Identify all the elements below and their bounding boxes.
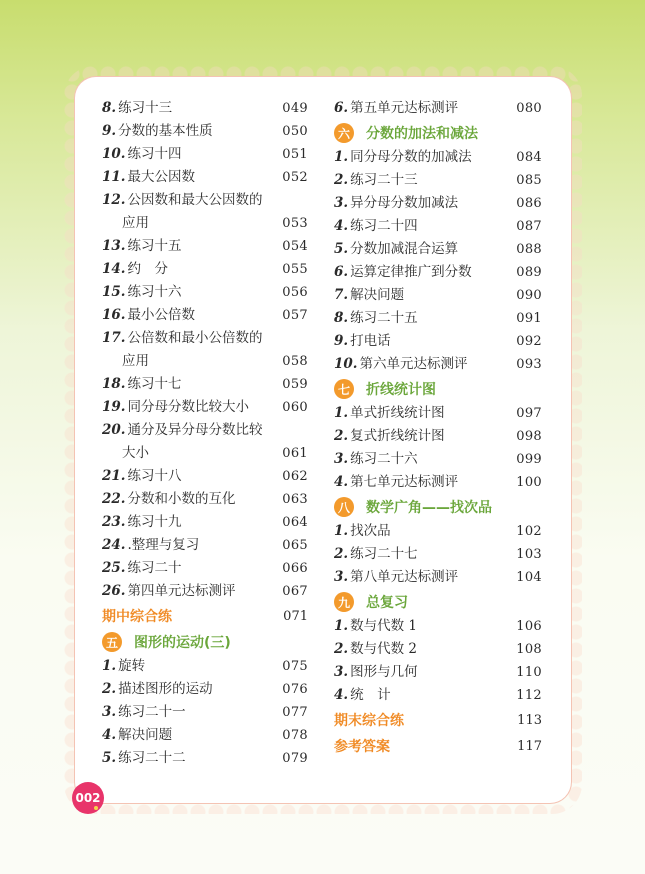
section-title: 数学广角——找次品 [366, 500, 492, 516]
toc-entry-title: 练习二十 [127, 560, 182, 576]
toc-entry[interactable] [334, 402, 542, 425]
toc-page-number: 108 [516, 642, 542, 657]
toc-page-number: 066 [282, 561, 308, 576]
toc-entry-title: 同分母分数比较大小 [127, 399, 249, 415]
toc-entry[interactable] [102, 701, 308, 724]
toc-page-number: 053 [282, 216, 308, 231]
toc-entry-title: 第四单元达标测评 [127, 583, 236, 599]
toc-page-number: 060 [282, 400, 308, 415]
toc-entry[interactable] [334, 215, 542, 238]
toc-entry-title: 打电话 [350, 333, 391, 349]
toc-entry-number: 26. [102, 583, 126, 599]
toc-page-number: 110 [516, 665, 542, 680]
toc-entry-title: 描述图形的运动 [118, 681, 213, 697]
toc-entry-title: 旋转 [118, 658, 146, 674]
section-title: 图形的运动(三) [134, 635, 231, 651]
toc-entry[interactable] [334, 566, 542, 589]
toc-entry-title: 练习十四 [127, 146, 182, 162]
toc-entry-title: 公倍数和最小公倍数的 [127, 330, 263, 346]
toc-page-number: 097 [516, 406, 542, 421]
toc-entry[interactable] [102, 465, 308, 488]
toc-entry-title: 练习十三 [118, 100, 173, 116]
toc-entry-title: 统 计 [350, 687, 391, 703]
toc-entry-title: 最大公因数 [127, 169, 195, 185]
toc-entry-title: 练习二十六 [350, 451, 418, 467]
toc-page-number: 085 [516, 173, 542, 188]
toc-entry-title: 第七单元达标测评 [350, 474, 459, 490]
toc-page-number: 059 [282, 377, 308, 392]
toc-entry-number: 5. [102, 750, 117, 766]
toc-entry-title: 分数加减混合运算 [350, 241, 459, 257]
toc-entry-number: 17. [102, 330, 126, 346]
toc-entry[interactable] [334, 330, 542, 353]
toc-entry-title: 应用 [122, 353, 149, 369]
toc-entry-number: 9. [334, 333, 349, 349]
toc-entry-title: 运算定律推广到分数 [350, 264, 472, 280]
toc-entry[interactable] [102, 327, 308, 350]
toc-column-right [334, 97, 542, 759]
toc-entry[interactable] [102, 97, 308, 120]
toc-section-heading[interactable] [102, 629, 308, 655]
toc-page-number: 091 [516, 311, 542, 326]
toc-entry-number: 25. [102, 560, 126, 576]
toc-entry-title: 练习二十三 [350, 172, 418, 188]
toc-entry[interactable] [102, 258, 308, 281]
toc-entry-number: 4. [334, 687, 349, 703]
toc-entry[interactable] [102, 747, 308, 770]
section-title: 总复习 [366, 595, 408, 611]
toc-entry-title: 应用 [122, 215, 149, 231]
toc-entry-number: 6. [334, 264, 349, 280]
toc-entry-number: 1. [102, 658, 117, 674]
toc-entry-number: 14. [102, 261, 126, 277]
toc-page-number: 117 [517, 738, 542, 754]
toc-entry[interactable] [102, 678, 308, 701]
toc-page-number: 062 [282, 469, 308, 484]
toc-entry-title: 图形与几何 [350, 664, 418, 680]
toc-entry-title: 最小公倍数 [127, 307, 195, 323]
toc-page-number: 086 [516, 196, 542, 211]
toc-entry[interactable] [102, 580, 308, 603]
toc-page-number: 063 [282, 492, 308, 507]
toc-entry-number: 3. [102, 704, 117, 720]
toc-page-number: 100 [516, 475, 542, 490]
toc-entry[interactable] [334, 353, 542, 376]
toc-entry-title: 约 分 [127, 261, 168, 277]
toc-entry-number: 2. [334, 546, 349, 562]
toc-entry-title: 练习十九 [127, 514, 182, 530]
toc-entry-title: 练习十八 [127, 468, 182, 484]
page-number-badge [72, 782, 104, 814]
toc-entry-number: 4. [334, 218, 349, 234]
toc-entry-number: 10. [102, 146, 126, 162]
toc-page-number: 077 [282, 705, 308, 720]
toc-entry-title: 大小 [122, 445, 149, 461]
toc-entry[interactable] [334, 520, 542, 543]
toc-entry-number: 1. [334, 149, 349, 165]
toc-plain-heading[interactable] [334, 733, 542, 759]
toc-entry[interactable] [102, 511, 308, 534]
toc-page-number: 050 [282, 124, 308, 139]
toc-entry-title: 练习二十四 [350, 218, 418, 234]
toc-entry-number: 23. [102, 514, 126, 530]
toc-entry-number: 2. [334, 172, 349, 188]
toc-page-number: 078 [282, 728, 308, 743]
toc-entry[interactable] [334, 284, 542, 307]
section-number-badge: 八 [334, 497, 354, 517]
toc-entry[interactable] [334, 261, 542, 284]
toc-page-number: 080 [516, 101, 542, 116]
toc-entry[interactable] [102, 235, 308, 258]
toc-entry-title: 练习二十七 [350, 546, 418, 562]
toc-section-heading[interactable] [334, 589, 542, 615]
toc-entry-number: 9. [102, 123, 117, 139]
section-number-badge: 六 [334, 123, 354, 143]
toc-entry[interactable] [334, 684, 542, 707]
toc-page-number: 102 [516, 524, 542, 539]
toc-entry-title: 复式折线统计图 [350, 428, 445, 444]
toc-entry-number: 24. [102, 537, 126, 553]
toc-entry-title: 分数和小数的互化 [127, 491, 236, 507]
toc-page-number: 093 [516, 357, 542, 372]
toc-page-number: 055 [282, 262, 308, 277]
toc-entry[interactable] [102, 120, 308, 143]
toc-entry[interactable] [102, 304, 308, 327]
plain-heading-title: 期中综合练 [102, 609, 172, 625]
toc-plain-heading[interactable] [102, 603, 308, 629]
toc-page-number: 084 [516, 150, 542, 165]
toc-entry-title: 数与代数 2 [350, 641, 417, 657]
toc-page-number: 104 [516, 570, 542, 585]
toc-entry[interactable] [334, 169, 542, 192]
toc-entry-number: 11. [102, 169, 126, 185]
toc-entry-title: 找次品 [350, 523, 391, 539]
toc-entry-number: 7. [334, 287, 349, 303]
toc-page-number: 112 [516, 688, 542, 703]
toc-entry-continuation[interactable] [102, 442, 308, 465]
toc-page-number: 089 [516, 265, 542, 280]
toc-entry-number: 15. [102, 284, 126, 300]
toc-page-number: 051 [282, 147, 308, 162]
toc-entry[interactable] [102, 189, 308, 212]
toc-entry[interactable] [334, 425, 542, 448]
section-title: 分数的加法和减法 [366, 126, 478, 142]
toc-entry[interactable] [102, 281, 308, 304]
toc-entry[interactable] [334, 97, 542, 120]
toc-page-number: 054 [282, 239, 308, 254]
toc-entry-number: 4. [334, 474, 349, 490]
toc-entry-number: 13. [102, 238, 126, 254]
toc-page-number: 061 [282, 446, 308, 461]
toc-entry-number: 8. [334, 310, 349, 326]
toc-entry-number: 3. [334, 569, 349, 585]
toc-page-number: 065 [282, 538, 308, 553]
toc-page-number: 079 [282, 751, 308, 766]
toc-entry-number: 1. [334, 405, 349, 421]
toc-entry-title: 练习十六 [127, 284, 182, 300]
toc-entry[interactable] [334, 615, 542, 638]
toc-entry-title: 第五单元达标测评 [350, 100, 459, 116]
toc-entry-number: 22. [102, 491, 126, 507]
toc-plain-heading[interactable] [334, 707, 542, 733]
toc-entry[interactable] [334, 448, 542, 471]
section-number-badge: 七 [334, 379, 354, 399]
toc-entry-title: 单式折线统计图 [350, 405, 445, 421]
toc-entry-number: 2. [334, 428, 349, 444]
toc-entry-title: 第六单元达标测评 [359, 356, 468, 372]
toc-entry-title: 解决问题 [118, 727, 173, 743]
toc-entry[interactable] [102, 655, 308, 678]
toc-page-number: 092 [516, 334, 542, 349]
toc-page-number: 049 [282, 101, 308, 116]
toc-entry[interactable] [334, 543, 542, 566]
toc-entry[interactable] [102, 557, 308, 580]
toc-page-number: 071 [283, 608, 308, 624]
toc-page-number: 098 [516, 429, 542, 444]
toc-entry-number: 18. [102, 376, 126, 392]
section-title: 折线统计图 [366, 382, 436, 398]
toc-entry-number: 2. [334, 641, 349, 657]
toc-entry-title: 分数的基本性质 [118, 123, 213, 139]
toc-entry[interactable] [102, 373, 308, 396]
plain-heading-title: 期末综合练 [334, 713, 404, 729]
toc-entry[interactable] [334, 307, 542, 330]
toc-page-number: 076 [282, 682, 308, 697]
toc-entry-continuation[interactable] [102, 350, 308, 373]
toc-entry-number: 21. [102, 468, 126, 484]
page-number: 002 [75, 791, 101, 805]
toc-page-number: 058 [282, 354, 308, 369]
toc-entry-title: 数与代数 1 [350, 618, 417, 634]
toc-page-number: 103 [516, 547, 542, 562]
toc-entry[interactable] [334, 146, 542, 169]
toc-entry[interactable] [102, 166, 308, 189]
toc-entry-number: 8. [102, 100, 117, 116]
toc-entry-title: 第八单元达标测评 [350, 569, 459, 585]
toc-entry[interactable] [102, 396, 308, 419]
toc-page-number: 113 [517, 712, 542, 728]
section-number-badge: 五 [102, 632, 122, 652]
toc-entry-title: 练习十五 [127, 238, 182, 254]
toc-entry-number: 10. [334, 356, 358, 372]
toc-entry[interactable] [334, 238, 542, 261]
toc-page-number: 075 [282, 659, 308, 674]
section-number-badge: 九 [334, 592, 354, 612]
toc-entry-number: 16. [102, 307, 126, 323]
toc-entry[interactable] [102, 724, 308, 747]
toc-entry[interactable] [102, 143, 308, 166]
toc-entry[interactable] [102, 419, 308, 442]
toc-entry-title: 解决问题 [350, 287, 405, 303]
toc-entry[interactable] [102, 488, 308, 511]
toc-entry-number: 19. [102, 399, 126, 415]
toc-section-heading[interactable] [334, 120, 542, 146]
toc-entry-number: 12. [102, 192, 126, 208]
toc-entry-title: 公因数和最大公因数的 [127, 192, 263, 208]
toc-entry[interactable] [334, 471, 542, 494]
toc-entry-title: .整理与复习 [127, 537, 200, 553]
plain-heading-title: 参考答案 [334, 739, 390, 755]
toc-entry-title: 练习二十二 [118, 750, 186, 766]
toc-entry-number: 3. [334, 664, 349, 680]
toc-entry[interactable] [334, 638, 542, 661]
toc-page-number: 056 [282, 285, 308, 300]
toc-entry-continuation[interactable] [102, 212, 308, 235]
toc-entry-number: 1. [334, 618, 349, 634]
toc-section-heading[interactable] [334, 494, 542, 520]
toc-page-number: 087 [516, 219, 542, 234]
toc-entry-title: 异分母分数加减法 [350, 195, 459, 211]
toc-entry-number: 20. [102, 422, 126, 438]
toc-page-number: 090 [516, 288, 542, 303]
toc-entry-number: 3. [334, 451, 349, 467]
toc-page-number: 052 [282, 170, 308, 185]
toc-entry[interactable] [102, 534, 308, 557]
toc-entry-number: 4. [102, 727, 117, 743]
toc-column-left [102, 97, 308, 770]
toc-entry[interactable] [334, 192, 542, 215]
toc-page-number: 088 [516, 242, 542, 257]
toc-entry[interactable] [334, 661, 542, 684]
toc-entry-title: 同分母分数的加减法 [350, 149, 472, 165]
toc-entry-title: 通分及异分母分数比较 [127, 422, 263, 438]
toc-page-number: 099 [516, 452, 542, 467]
toc-page-number: 106 [516, 619, 542, 634]
toc-page-number: 057 [282, 308, 308, 323]
toc-page-number: 064 [282, 515, 308, 530]
toc-section-heading[interactable] [334, 376, 542, 402]
toc-entry-number: 2. [102, 681, 117, 697]
toc-entry-title: 练习二十一 [118, 704, 186, 720]
toc-page-number: 067 [282, 584, 308, 599]
toc-entry-title: 练习二十五 [350, 310, 418, 326]
toc-entry-title: 练习十七 [127, 376, 182, 392]
toc-entry-number: 3. [334, 195, 349, 211]
toc-entry-number: 1. [334, 523, 349, 539]
toc-entry-number: 6. [334, 100, 349, 116]
toc-entry-number: 5. [334, 241, 349, 257]
